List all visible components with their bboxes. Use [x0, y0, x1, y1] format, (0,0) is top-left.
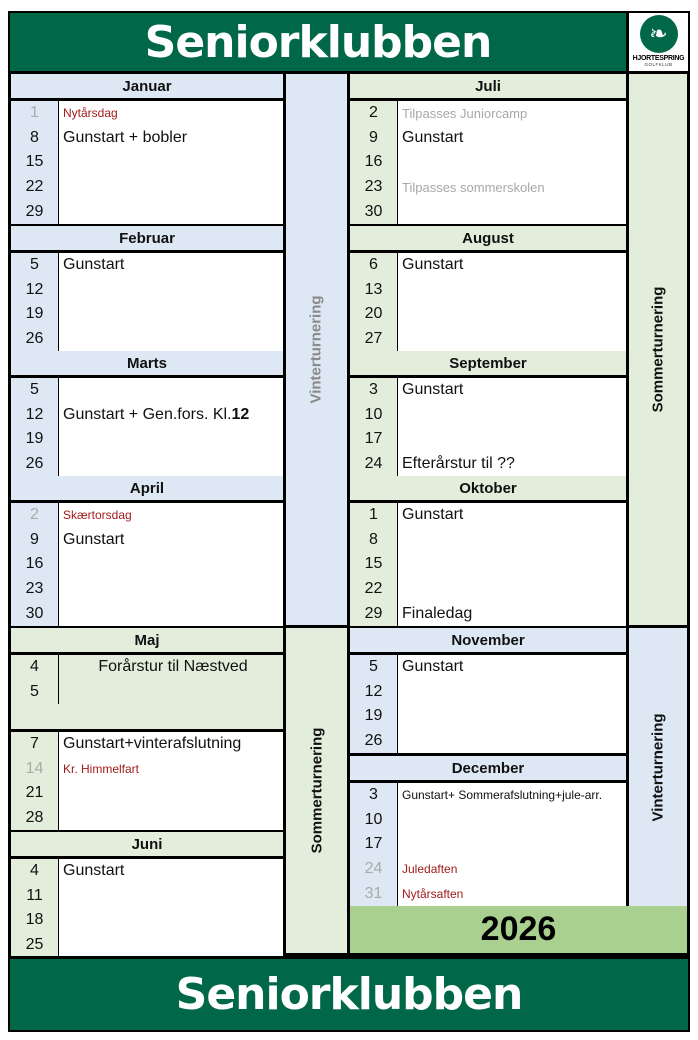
event-text	[398, 503, 626, 528]
day-number: 4	[30, 658, 39, 676]
event-text	[11, 704, 283, 732]
month-april	[8, 476, 286, 628]
month-august	[347, 226, 629, 351]
day-number: 15	[364, 555, 383, 573]
day-number: 18	[25, 911, 44, 929]
month-november	[347, 628, 629, 756]
event-text	[59, 302, 283, 327]
summer-tournament-strip	[283, 628, 350, 956]
day-number: 10	[364, 405, 383, 423]
month-header: Maj	[11, 628, 283, 655]
day-number: 20	[364, 305, 383, 323]
month-header: Juli	[350, 74, 626, 101]
day-number: 4	[30, 862, 39, 880]
strip-label: Vinterturnering	[308, 295, 326, 404]
day-number: 17	[364, 835, 383, 853]
day-number: 6	[369, 256, 378, 274]
club-logo	[626, 13, 688, 74]
event-label: Gunstart	[402, 381, 464, 399]
event-label: Nytårsdag	[63, 106, 118, 121]
event-text	[59, 781, 283, 806]
event-text	[398, 577, 626, 602]
month-marts	[8, 351, 286, 476]
event-label: Gunstart+vinterafslutning	[63, 735, 242, 753]
event-text	[59, 378, 283, 403]
month-header: December	[350, 756, 626, 783]
event-label: Finaledag	[402, 604, 473, 622]
event-text	[59, 199, 283, 224]
event-text	[59, 601, 283, 626]
day-number: 22	[364, 580, 383, 598]
month-header: April	[11, 476, 283, 503]
month-header: August	[350, 226, 626, 253]
day-number: 23	[364, 178, 383, 196]
event-label: Tilpasses Juniorcamp	[402, 105, 528, 121]
event-label: Gunstart	[402, 128, 464, 146]
month-september	[347, 351, 629, 476]
event-text	[59, 680, 283, 705]
day-number: 19	[25, 430, 44, 448]
day-number: 29	[364, 604, 383, 622]
event-text	[398, 150, 626, 175]
event-text	[398, 783, 626, 808]
day-number: 17	[364, 430, 383, 448]
event-text	[398, 403, 626, 428]
day-number: 19	[25, 305, 44, 323]
day-number: 1	[369, 506, 378, 524]
day-number: 23	[25, 580, 44, 598]
winter-tournament-strip	[283, 74, 350, 628]
day-number: 7	[30, 735, 39, 753]
event-text	[398, 601, 626, 626]
month-header: November	[350, 628, 626, 655]
day-number: 29	[25, 202, 44, 220]
month-maj	[8, 628, 286, 832]
event-text	[398, 253, 626, 278]
event-label: Gunstart	[402, 256, 464, 274]
day-number: 15	[25, 153, 44, 171]
day-number: 12	[25, 280, 44, 298]
event-text	[59, 806, 283, 831]
deer-icon: ❧	[640, 15, 678, 53]
event-label: Kr. Himmelfart	[63, 761, 140, 776]
logo-subtitle: GOLFKLUB	[644, 62, 673, 67]
event-text	[398, 278, 626, 303]
event-label: Gunstart	[402, 658, 464, 676]
event-label: Gunstart	[63, 530, 125, 548]
event-text	[398, 452, 626, 477]
day-number: 8	[30, 128, 39, 146]
event-label: Gunstart+ Sommerafslutning+jule-arr.	[402, 788, 603, 803]
day-number: 12	[25, 405, 44, 423]
day-number: 5	[30, 256, 39, 274]
event-label: Gunstart + bobler	[63, 128, 188, 146]
event-label: Gunstart	[63, 256, 125, 274]
day-number: 5	[369, 658, 378, 676]
day-number: 26	[364, 732, 383, 750]
event-text	[59, 101, 283, 126]
month-header: Januar	[11, 74, 283, 101]
day-number: 3	[369, 381, 378, 399]
event-text	[59, 403, 283, 428]
month-header: Februar	[11, 226, 283, 253]
day-number: 27	[364, 330, 383, 348]
event-text	[59, 528, 283, 553]
month-december	[347, 756, 629, 906]
year-label: 2026	[347, 906, 690, 956]
month-juli	[347, 74, 629, 226]
event-label: Gunstart	[402, 506, 464, 524]
event-text	[398, 704, 626, 729]
day-number: 1	[30, 104, 39, 122]
winter-tournament-strip-right	[626, 628, 690, 909]
event-label: Gunstart	[63, 862, 125, 880]
strip-label: Sommerturnering	[649, 286, 667, 413]
day-number: 24	[364, 455, 383, 473]
day-number: 26	[25, 455, 44, 473]
event-text	[59, 175, 283, 200]
event-label: Juledaften	[402, 862, 458, 877]
event-time: 12	[231, 405, 250, 423]
event-text	[59, 150, 283, 175]
event-label: Efterårstur til ??	[402, 455, 515, 473]
event-text	[398, 552, 626, 577]
event-text	[59, 859, 283, 884]
event-label: Forårstur til Næstved	[98, 658, 248, 676]
day-number: 31	[364, 884, 383, 902]
event-text	[398, 427, 626, 452]
event-text	[59, 427, 283, 452]
event-text	[59, 933, 283, 958]
event-label: Skærtorsdag	[63, 508, 132, 523]
day-number: 25	[25, 936, 44, 954]
event-text	[59, 884, 283, 909]
event-text	[398, 101, 626, 126]
day-number: 5	[30, 381, 39, 399]
month-januar	[8, 74, 286, 226]
day-number: 16	[25, 555, 44, 573]
event-label: Gunstart + Gen.fors. Kl.	[63, 405, 232, 423]
day-number: 9	[30, 530, 39, 548]
event-text	[398, 175, 626, 200]
event-text	[398, 378, 626, 403]
event-text	[398, 528, 626, 553]
event-label: Nytårsaften	[402, 886, 464, 901]
summer-tournament-strip-right	[626, 74, 690, 628]
event-text	[398, 199, 626, 224]
event-text	[59, 126, 283, 151]
event-text	[59, 278, 283, 303]
event-text	[398, 680, 626, 705]
month-juni	[8, 832, 286, 956]
footer-title: Seniorklubben	[10, 956, 688, 1030]
logo-name: HJORTESPRING	[632, 55, 685, 62]
day-number: 9	[369, 128, 378, 146]
event-text	[398, 857, 626, 882]
day-number: 13	[364, 280, 383, 298]
day-number: 16	[364, 153, 383, 171]
day-number: 22	[25, 178, 44, 196]
event-text	[59, 253, 283, 278]
day-number: 30	[25, 604, 44, 622]
event-label: Tilpasses sommerskolen	[402, 179, 545, 195]
event-text	[398, 832, 626, 857]
month-header: Juni	[11, 832, 283, 859]
event-text	[59, 452, 283, 477]
day-number: 24	[364, 860, 383, 878]
day-number: 26	[25, 330, 44, 348]
month-header: Oktober	[350, 476, 626, 503]
event-text	[59, 327, 283, 352]
month-februar	[8, 226, 286, 351]
day-number: 30	[364, 202, 383, 220]
event-text	[59, 732, 283, 757]
event-text	[398, 655, 626, 680]
event-text	[59, 503, 283, 528]
strip-label: Vinterturnering	[649, 712, 667, 822]
day-number: 10	[364, 810, 383, 828]
day-number: 12	[364, 682, 383, 700]
day-number: 2	[369, 104, 378, 122]
strip-label: Sommerturnering	[308, 727, 326, 854]
day-number: 2	[30, 506, 39, 524]
event-text	[398, 729, 626, 754]
event-text	[59, 908, 283, 933]
event-text	[59, 552, 283, 577]
day-number: 14	[25, 759, 44, 777]
month-oktober	[347, 476, 629, 628]
day-number: 11	[26, 886, 43, 904]
event-text	[59, 756, 283, 781]
day-number: 21	[25, 784, 44, 802]
day-number: 8	[369, 530, 378, 548]
month-header: September	[350, 351, 626, 378]
day-number: 3	[369, 786, 378, 804]
day-number: 19	[364, 707, 383, 725]
event-text	[398, 327, 626, 352]
day-number: 5	[30, 682, 39, 700]
page-title: Seniorklubben	[10, 13, 626, 74]
event-text	[398, 881, 626, 906]
month-header: Marts	[11, 351, 283, 378]
event-text	[59, 577, 283, 602]
event-text	[59, 655, 283, 680]
day-number: 28	[25, 808, 44, 826]
event-text	[398, 302, 626, 327]
event-text	[398, 126, 626, 151]
event-text	[398, 808, 626, 833]
